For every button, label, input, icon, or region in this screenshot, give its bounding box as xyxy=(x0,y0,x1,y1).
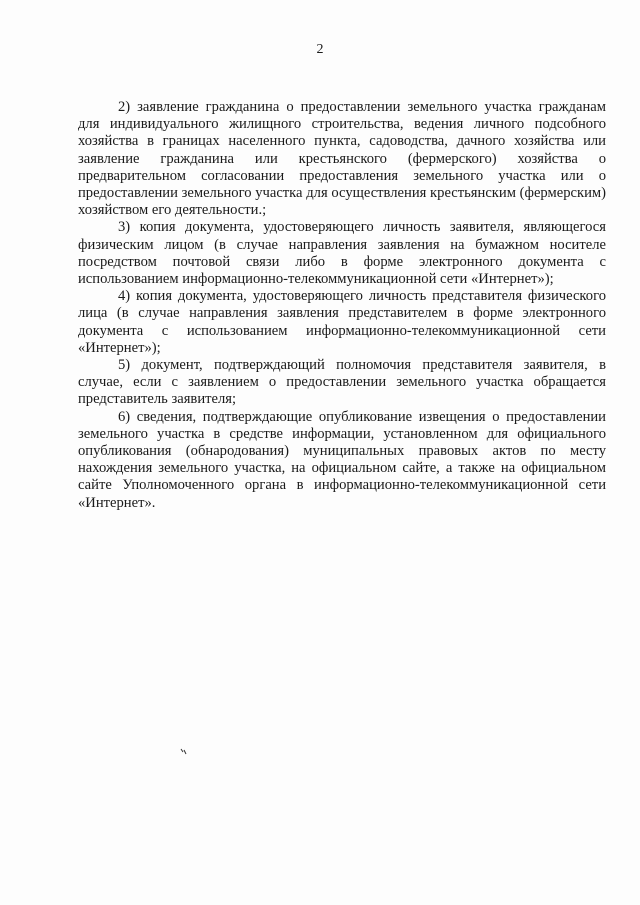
scan-artifact-mark xyxy=(180,748,188,760)
paragraph-item-4: 4) копия документа, удостоверяющего личность представителя физического лица (в случае направления заявления представителем в форме электронного документа с использованием информационно-телекоммуникационной сети «Интернет»); xyxy=(78,288,606,356)
paragraph-item-5: 5) документ, подтверждающий полномочия представителя заявителя, в случае, если с заявлением о предоставлении земельного участка обращается представитель заявителя; xyxy=(78,357,606,408)
paragraph-item-2: 2) заявление гражданина о предоставлении земельного участка гражданам для индивидуального жилищного строительства, ведения личного подсобного хозяйства в границах населенного пункта, садоводства, дачного хозяйства или заявление гражданина или крестьянского (фермерского) хозяйства о предварительном согласовании предоставления земельного участка или о предоставлении земельного участка для осуществления крестьянским (фермерским) хозяйством его деятельности.; xyxy=(78,99,606,219)
paragraph-item-3: 3) копия документа, удостоверяющего личность заявителя, являющегося физическим лицом (в случае направления заявления на бумажном носителе посредством почтовой связи либо в форме электронного документа с использованием информационно-телекоммуникационной сети «Интернет»); xyxy=(78,219,606,288)
page-number: 2 xyxy=(316,42,324,57)
paragraph-item-6: 6) сведения, подтверждающие опубликование извещения о предоставлении земельного участка в средстве информации, установленном для официального опубликования (обнародования) муниципальных правовых актов по месту нахождения земельного участка, на официальном сайте, а также на официальном сайте Уполномоченного органа в информационно-телекоммуникационной сети «Интернет». xyxy=(78,408,606,511)
document-body xyxy=(78,99,606,512)
